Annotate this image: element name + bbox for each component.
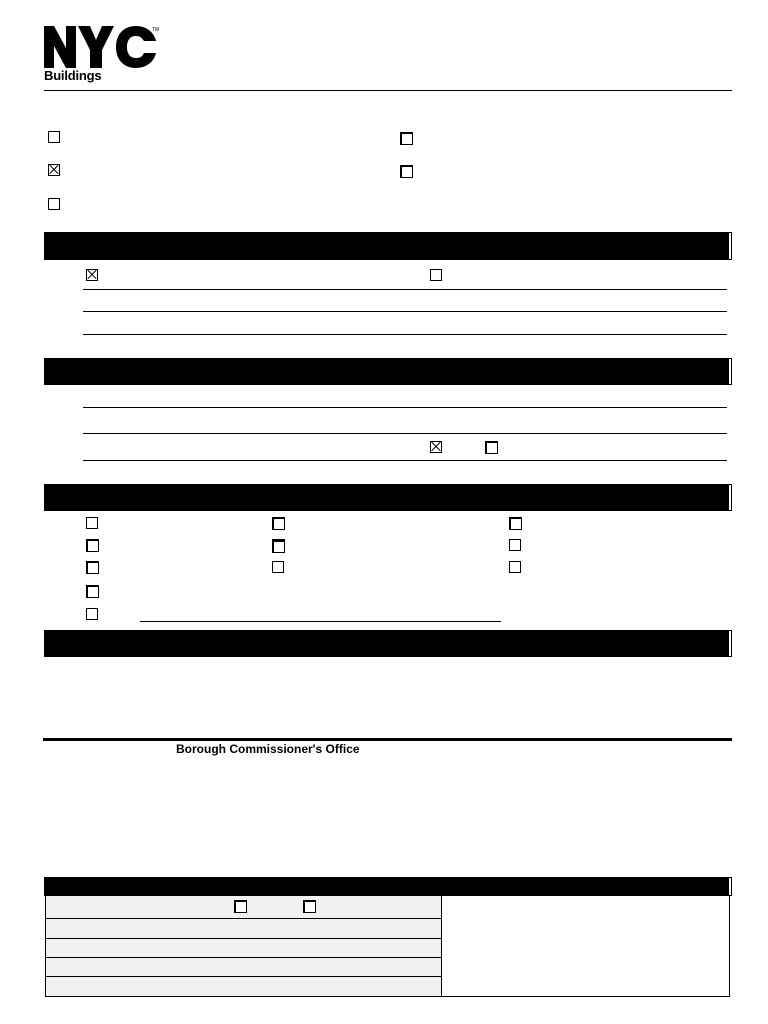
table-header-bar [45,878,731,895]
top-option-checkbox-3[interactable] [48,198,60,210]
section-1-field-line-2[interactable] [83,311,727,312]
section-3-col3-checkbox-2[interactable] [509,539,521,551]
section-1-field-line-3[interactable] [83,334,727,335]
logo-subtext: Buildings [44,68,102,83]
section-4-header-bar [45,631,731,656]
section-2-field-line-1[interactable] [83,407,727,408]
table-right-cell[interactable] [441,895,730,997]
trademark-mark: TM [152,27,160,33]
top-option-checkbox-4[interactable] [400,132,413,145]
section-1-checkbox-2[interactable] [430,269,442,281]
nyc-logo [44,26,158,70]
section-2-field-line-3[interactable] [83,460,727,461]
section-3-col1-checkbox-2[interactable] [86,539,99,552]
section-3-col1-checkbox-3[interactable] [86,561,99,574]
section-2-checkbox-no[interactable] [485,441,498,454]
table-row-divider-3 [45,957,442,958]
top-option-checkbox-5[interactable] [400,165,413,178]
top-option-checkbox-2[interactable] [48,164,60,176]
table-row-divider-2 [45,938,442,939]
table-checkbox-2[interactable] [303,900,316,913]
section-1-field-line-1[interactable] [83,289,727,290]
section-3-col2-checkbox-3[interactable] [272,561,284,573]
header-divider [44,90,732,91]
section-2-field-line-2[interactable] [83,433,727,434]
table-row-divider-1 [45,918,442,919]
borough-commissioner-office-label: Borough Commissioner's Office [176,742,360,756]
section-2-checkbox-yes[interactable] [430,441,442,453]
section-3-col1-checkbox-1[interactable] [86,517,98,529]
section-3-col2-checkbox-2[interactable] [272,539,285,553]
table-checkbox-1[interactable] [234,900,247,913]
section-3-col3-checkbox-1[interactable] [509,517,522,530]
office-divider [43,738,732,741]
section-3-col1-checkbox-4[interactable] [86,585,99,598]
section-3-header-bar [45,485,731,510]
section-1-checkbox-1[interactable] [86,269,98,281]
section-2-header-bar [45,359,731,384]
section-3-col1-checkbox-other[interactable] [86,608,98,620]
section-3-col2-checkbox-1[interactable] [272,517,285,530]
top-option-checkbox-1[interactable] [48,131,60,143]
section-3-other-field-line[interactable] [140,621,501,622]
section-3-col3-checkbox-3[interactable] [509,561,521,573]
table-row-divider-4 [45,976,442,977]
section-1-header-bar [45,233,731,259]
